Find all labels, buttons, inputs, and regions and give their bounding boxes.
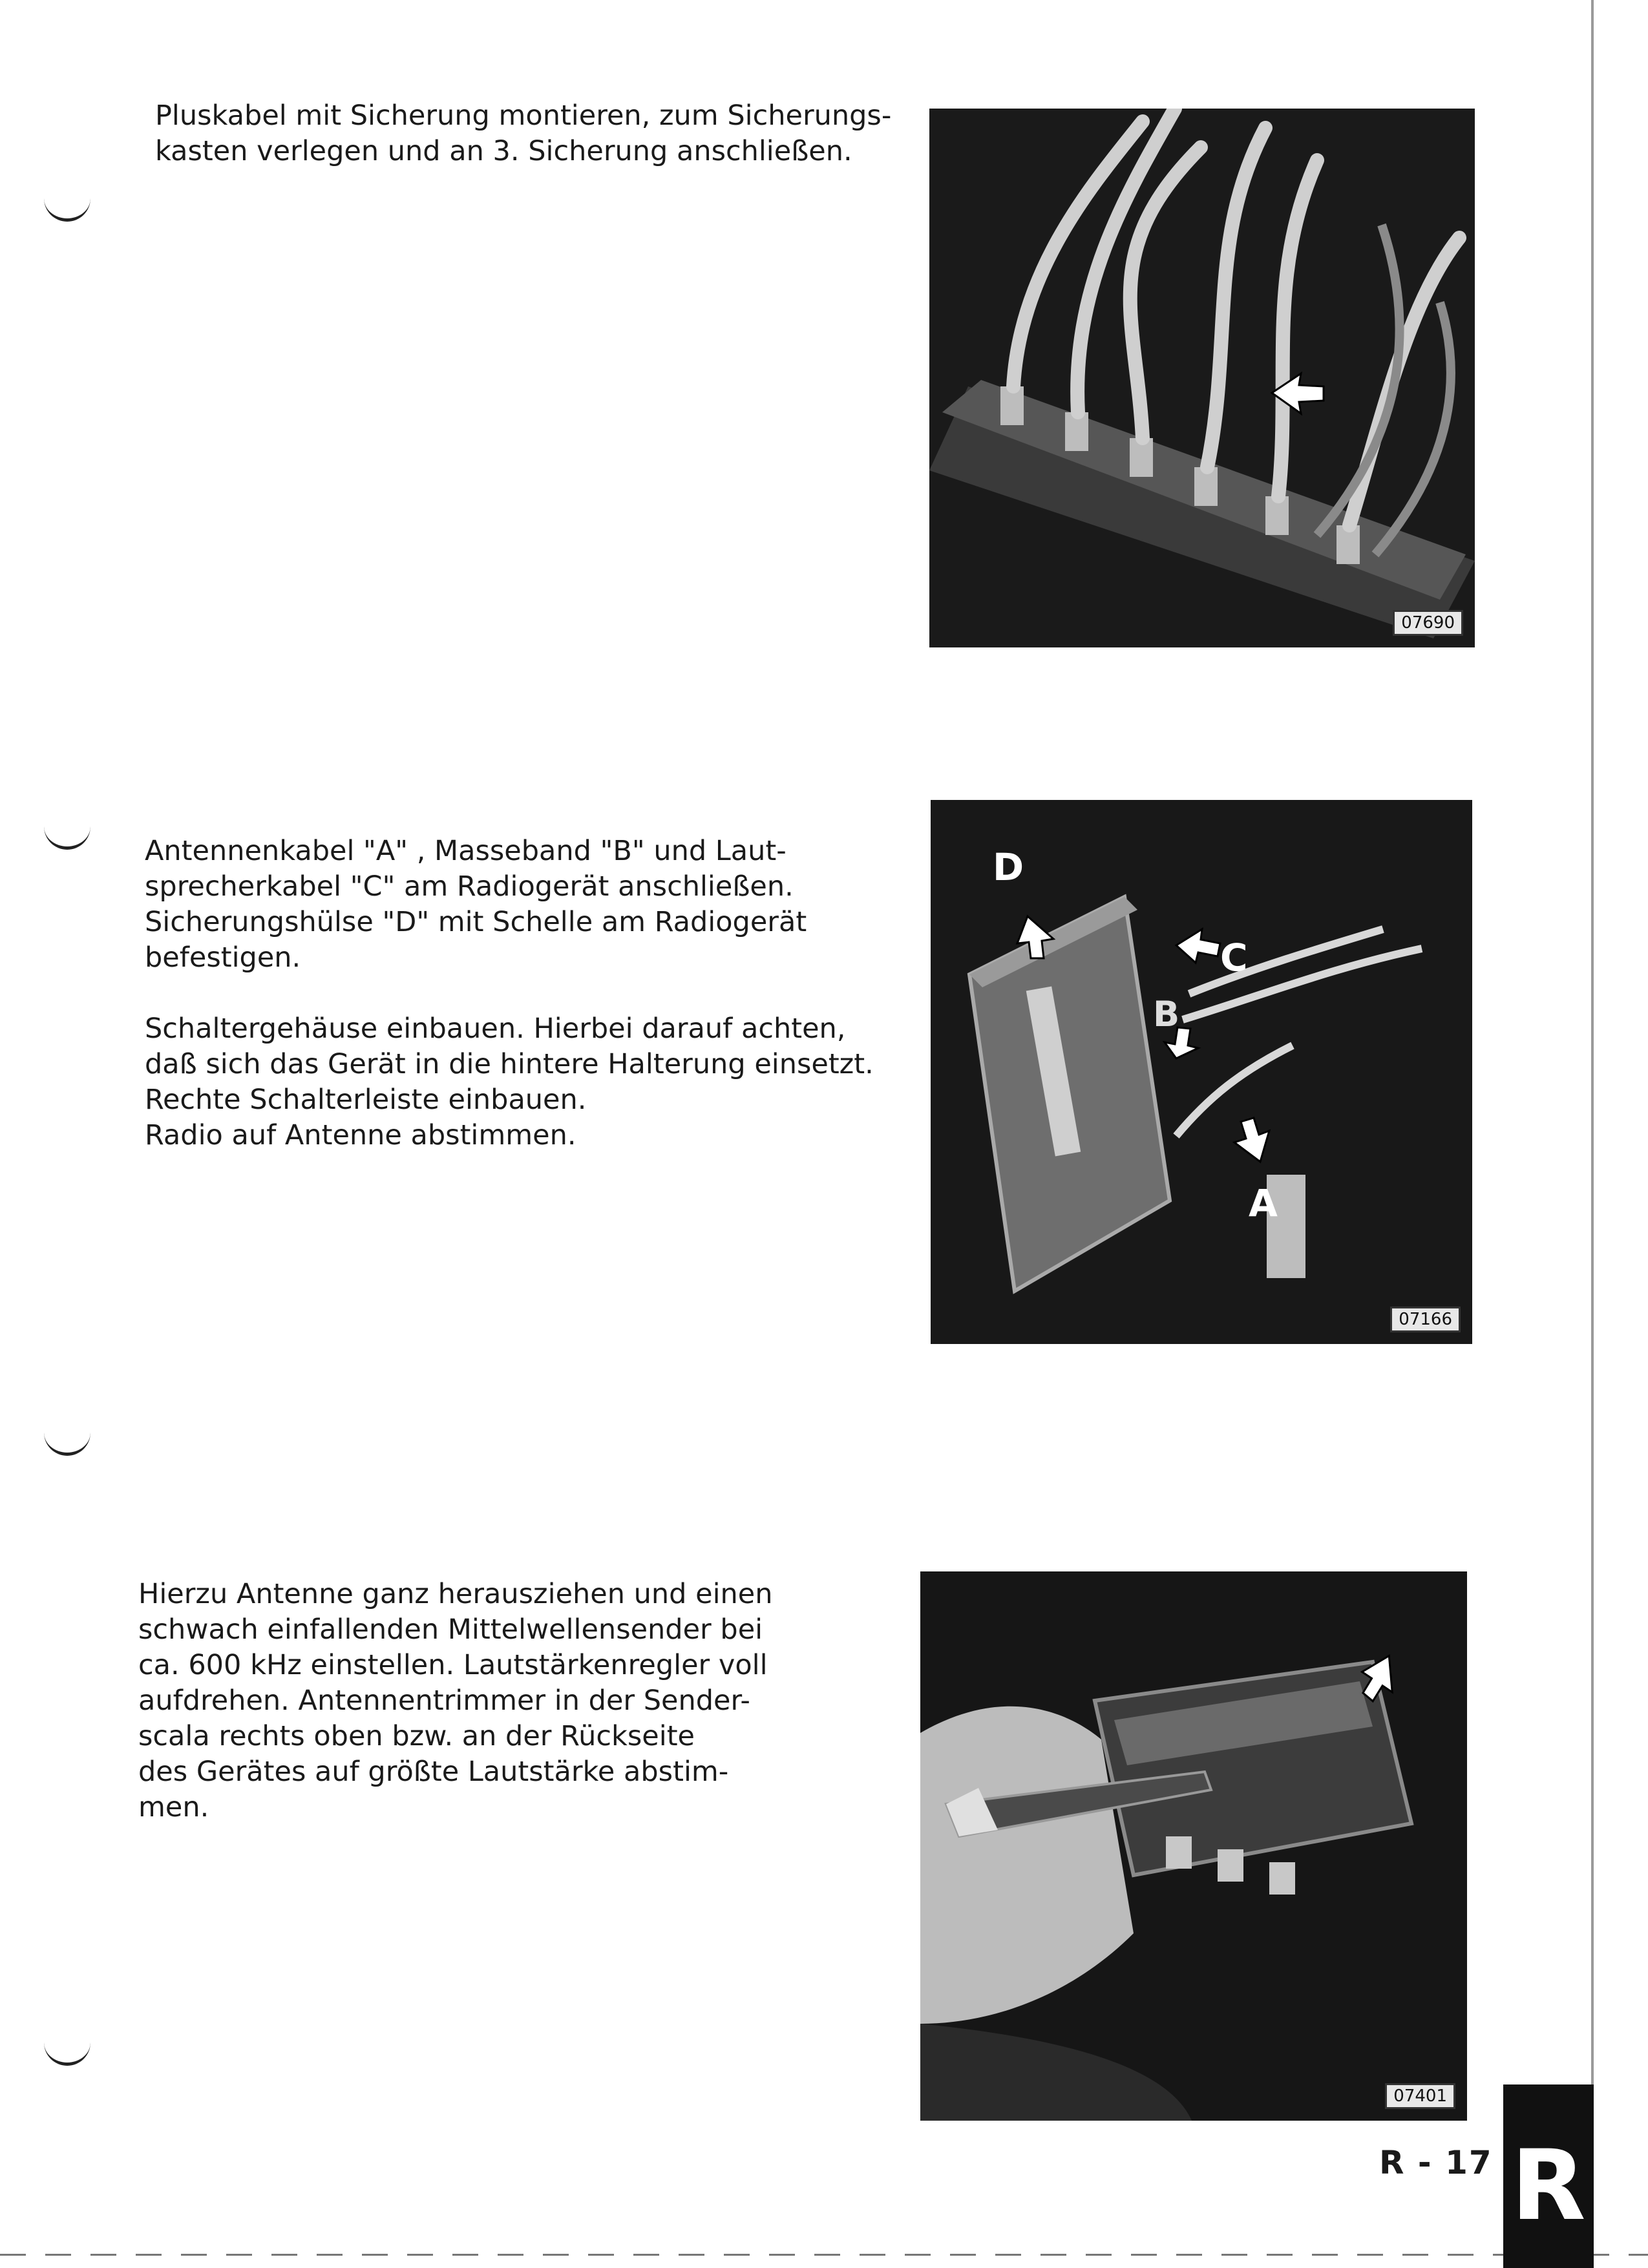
binder-hole-mark bbox=[44, 2032, 90, 2066]
binder-hole-mark bbox=[44, 187, 90, 222]
photo-code-label: 07166 bbox=[1390, 1307, 1461, 1332]
page-edge-line bbox=[1591, 0, 1594, 2268]
step-1-text: Pluskabel mit Sicherung montieren, zum Sicherungs- kasten verlegen und an 3. Sicherung anschließen. bbox=[155, 100, 892, 167]
fuse-box-illustration bbox=[929, 109, 1475, 647]
callout-label-b: B bbox=[1153, 994, 1180, 1034]
photo-code-label: 07690 bbox=[1393, 610, 1463, 636]
step-3-text: Hierzu Antenne ganz herausziehen und einen schwach einfallenden Mittelwellensender bei ca. 600 kHz einstellen. Lautstärkenregler voll aufdrehen. Antennentrimmer in der Sender- scala rechts oben bzw. an der Rückseite des Gerätes auf größte Lautstärke abstim- men. bbox=[138, 1578, 773, 1823]
antenna-trimmer-illustration bbox=[920, 1571, 1467, 2121]
section-tab bbox=[1503, 2084, 1594, 2268]
callout-label-c: C bbox=[1220, 936, 1248, 980]
binder-hole-mark bbox=[44, 815, 90, 850]
photo-code-label: 07401 bbox=[1385, 2083, 1455, 2109]
callout-label-a: A bbox=[1249, 1181, 1278, 1225]
bottom-rule bbox=[0, 2254, 1648, 2256]
photo-fuse-box bbox=[929, 109, 1475, 647]
section-tab-letter: R bbox=[1511, 2130, 1586, 2242]
step-2-text: Antennenkabel "A" , Masseband "B" und Laut- sprecherkabel "C" am Radiogerät anschließen. Sicherungshülse "D" mit Schelle am Radiogerät befestigen. Schaltergehäuse einbauen. Hierbei darauf achten, daß sich das Gerät in die hintere Halterung einsetzt. Rechte Schalterleiste einbauen. Radio auf Antenne abstimmen. bbox=[145, 835, 874, 1151]
photo-antenna-trimmer bbox=[920, 1571, 1467, 2121]
page-number: R - 17 bbox=[1379, 2144, 1493, 2181]
callout-label-d: D bbox=[993, 845, 1024, 889]
photo-radio-connections bbox=[931, 800, 1472, 1344]
binder-hole-mark bbox=[44, 1422, 90, 1456]
